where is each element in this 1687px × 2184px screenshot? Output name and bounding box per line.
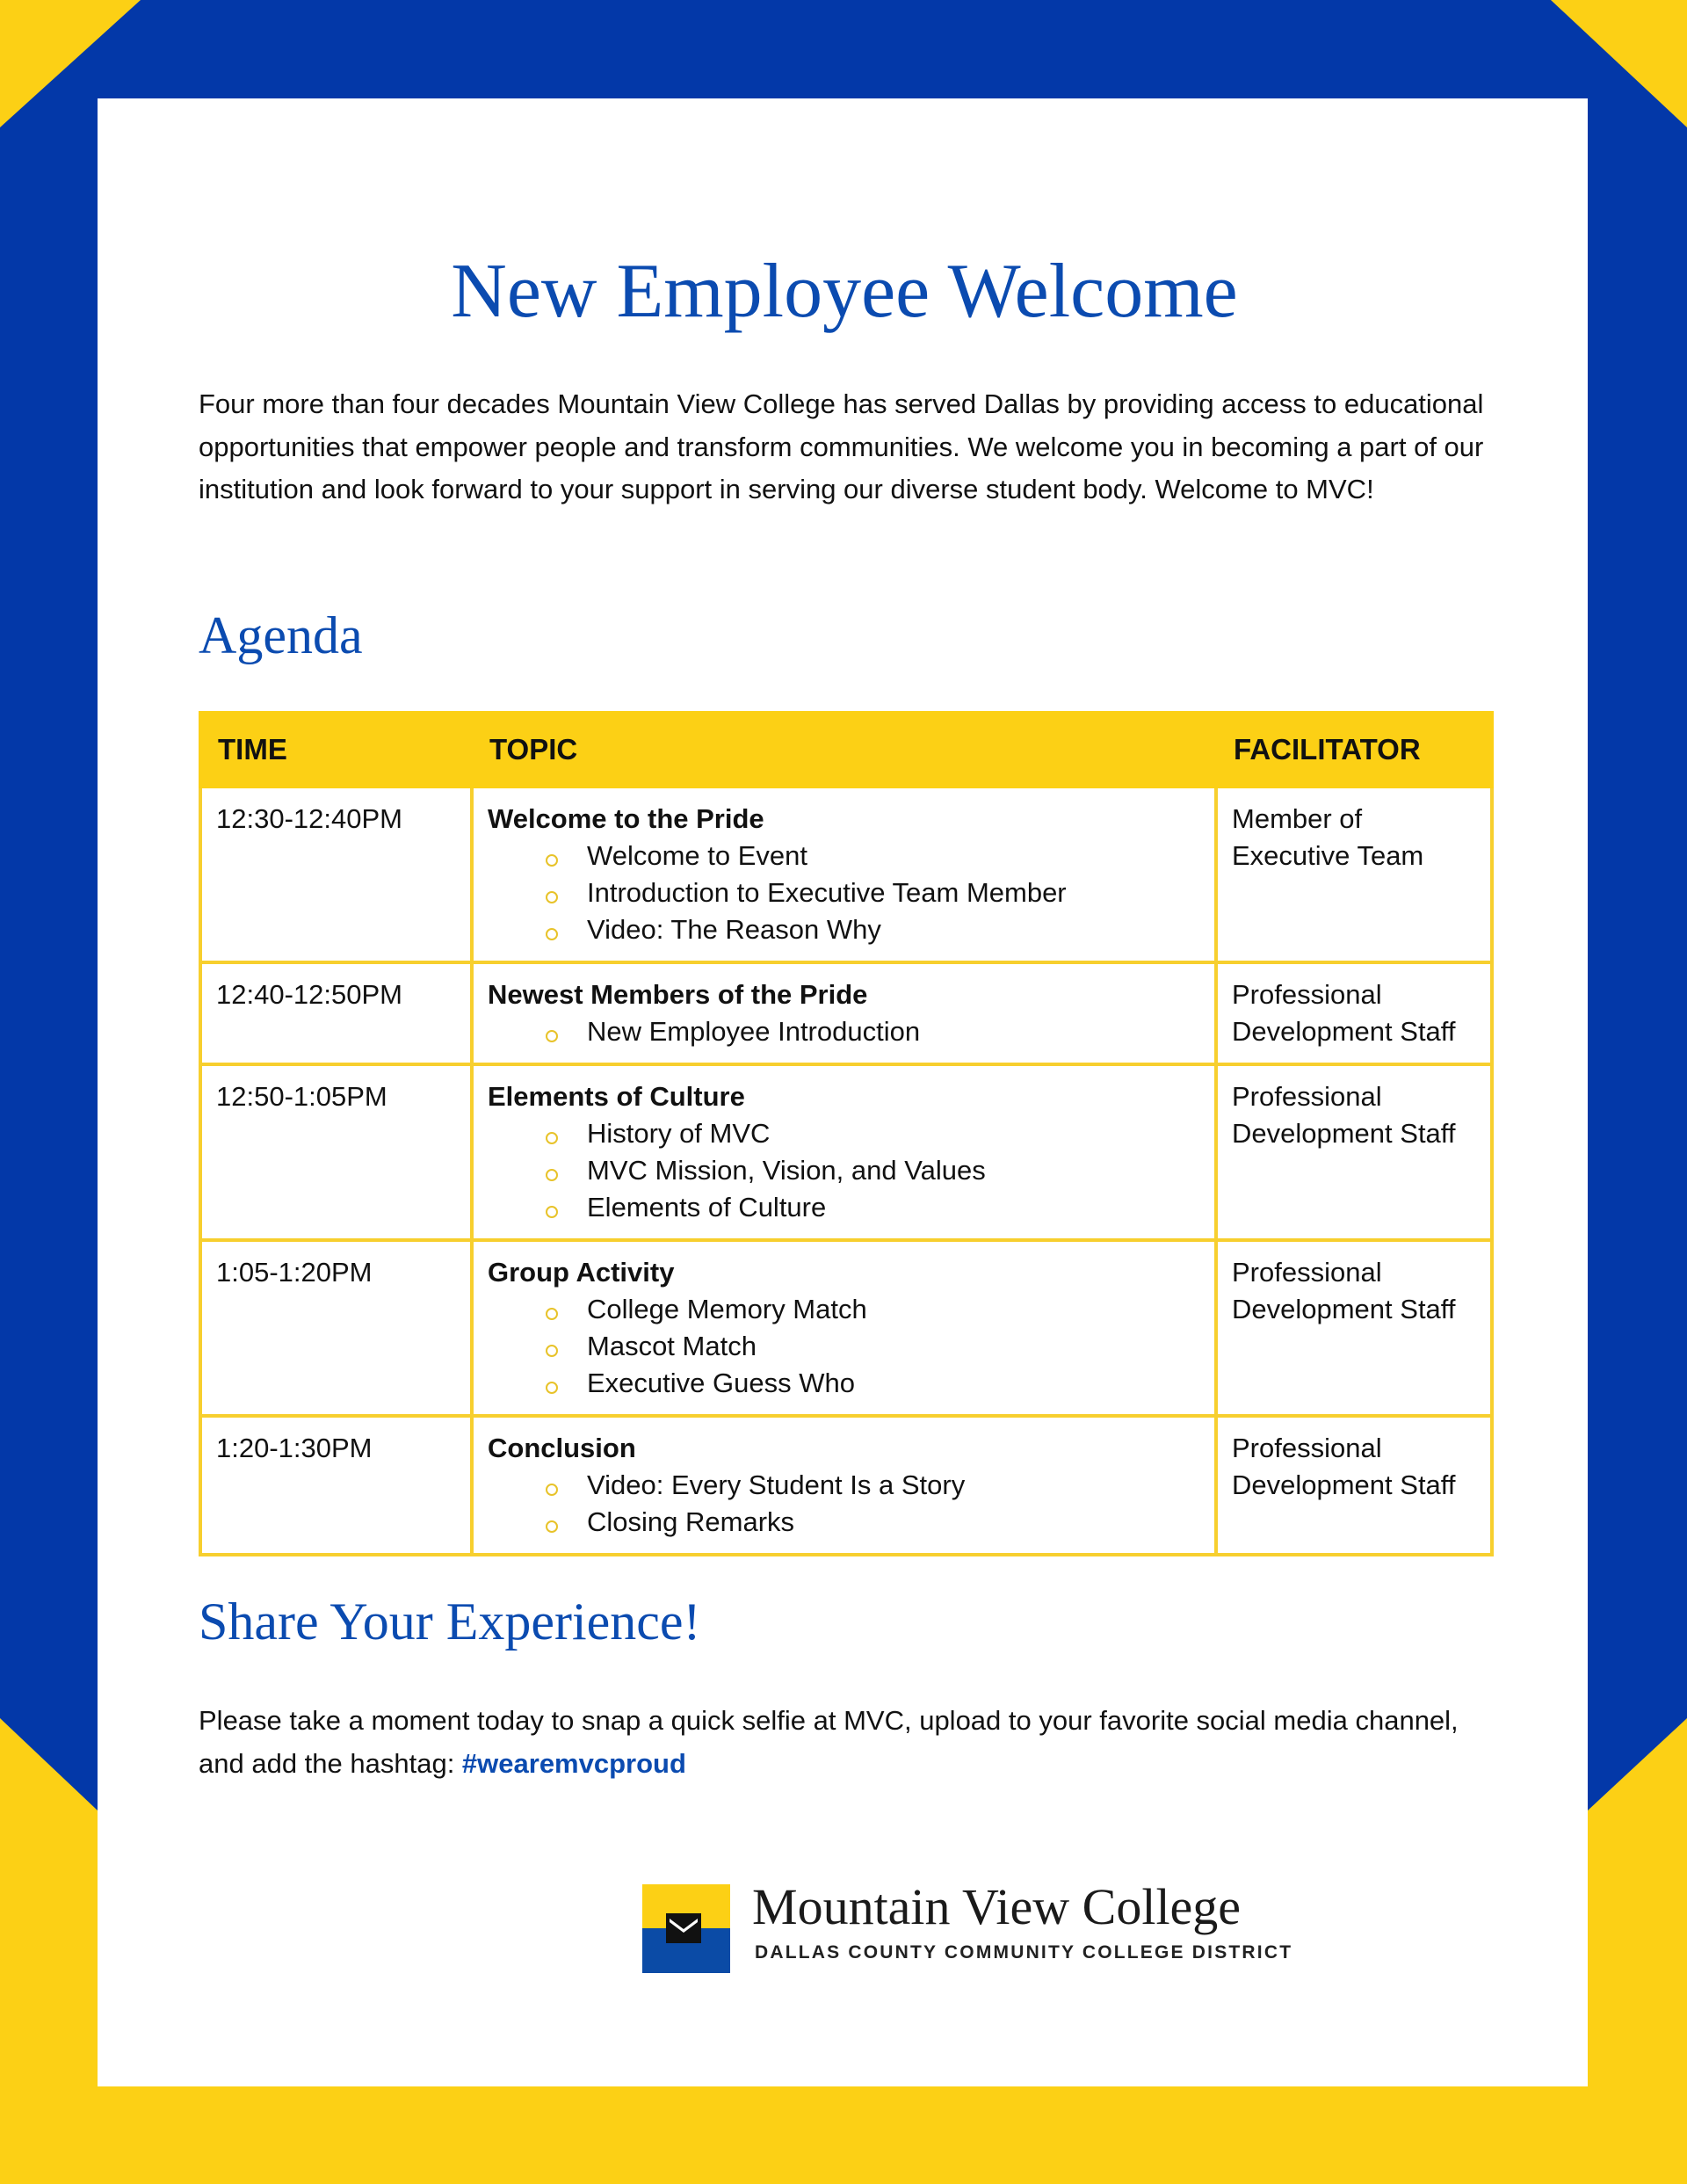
row-facilitator: Professional Development Staff [1216, 962, 1492, 1064]
list-item: College Memory Match [540, 1291, 1200, 1328]
header-topic: TOPIC [472, 713, 1216, 787]
row-time: 1:05-1:20PM [200, 1240, 472, 1416]
share-text: Please take a moment today to snap a quick selfie at MVC, upload to your favorite social media channel, and add the hashtag: [199, 1705, 1459, 1779]
list-item: Mascot Match [540, 1328, 1200, 1365]
intro-paragraph: Four more than four decades Mountain View College has served Dallas by providing access to educational opportunities that empower people and transform communities. We welcome you in becoming a part of our institution and look forward to your support in serving our diverse student body. Welcome to MVC! [199, 388, 1484, 504]
list-item: History of MVC [540, 1115, 1200, 1152]
list-item: Executive Guess Who [540, 1365, 1200, 1402]
agenda-table [199, 711, 1494, 1556]
list-item: Elements of Culture [540, 1189, 1200, 1226]
row-time: 12:40-12:50PM [200, 962, 472, 1064]
logo-wordmark: Mountain View College [752, 1878, 1242, 1935]
row-topic-cell [472, 1064, 1216, 1240]
page-title: New Employee Welcome [451, 249, 1238, 334]
table-row [200, 1416, 1492, 1555]
row-topic-title: Welcome to the Pride [488, 803, 764, 834]
topic-item-list [488, 1291, 1200, 1402]
mountain-view-college-logo-icon [642, 1884, 730, 1973]
table-row [200, 962, 1492, 1064]
table-row [200, 787, 1492, 962]
list-item: Closing Remarks [540, 1504, 1200, 1541]
row-topic-title: Newest Members of the Pride [488, 979, 868, 1010]
topic-item-list [488, 838, 1200, 948]
table-row [200, 1064, 1492, 1240]
row-time: 12:50-1:05PM [200, 1064, 472, 1240]
document-page [98, 98, 1588, 2086]
row-facilitator: Member of Executive Team [1216, 787, 1492, 962]
topic-item-list [488, 1013, 1200, 1050]
row-topic-title: Group Activity [488, 1257, 675, 1288]
topic-item-list [488, 1115, 1200, 1226]
agenda-header-row [200, 713, 1492, 787]
list-item: Introduction to Executive Team Member [540, 874, 1200, 911]
hashtag-link[interactable]: #wearemvcproud [461, 1747, 686, 1779]
list-item: Video: Every Student Is a Story [540, 1467, 1200, 1504]
logo-subtitle: DALLAS COUNTY COMMUNITY COLLEGE DISTRICT [755, 1942, 1293, 1963]
row-topic-title: Elements of Culture [488, 1081, 745, 1112]
topic-item-list [488, 1467, 1200, 1541]
list-item: New Employee Introduction [540, 1013, 1200, 1050]
row-topic-title: Conclusion [488, 1433, 636, 1463]
row-topic-cell [472, 1416, 1216, 1555]
share-paragraph [199, 1700, 1490, 1785]
row-facilitator: Professional Development Staff [1216, 1416, 1492, 1555]
row-time: 12:30-12:40PM [200, 787, 472, 962]
row-facilitator: Professional Development Staff [1216, 1064, 1492, 1240]
college-logo [642, 1878, 1293, 1979]
share-heading: Share Your Experience! [199, 1593, 701, 1651]
row-facilitator: Professional Development Staff [1216, 1240, 1492, 1416]
table-row [200, 1240, 1492, 1416]
row-topic-cell [472, 962, 1216, 1064]
list-item: Video: The Reason Why [540, 911, 1200, 948]
header-time: TIME [200, 713, 472, 787]
header-facilitator: FACILITATOR [1216, 713, 1492, 787]
list-item: MVC Mission, Vision, and Values [540, 1152, 1200, 1189]
row-topic-cell [472, 787, 1216, 962]
list-item: Welcome to Event [540, 838, 1200, 874]
row-time: 1:20-1:30PM [200, 1416, 472, 1555]
row-topic-cell [472, 1240, 1216, 1416]
agenda-heading: Agenda [199, 606, 363, 664]
